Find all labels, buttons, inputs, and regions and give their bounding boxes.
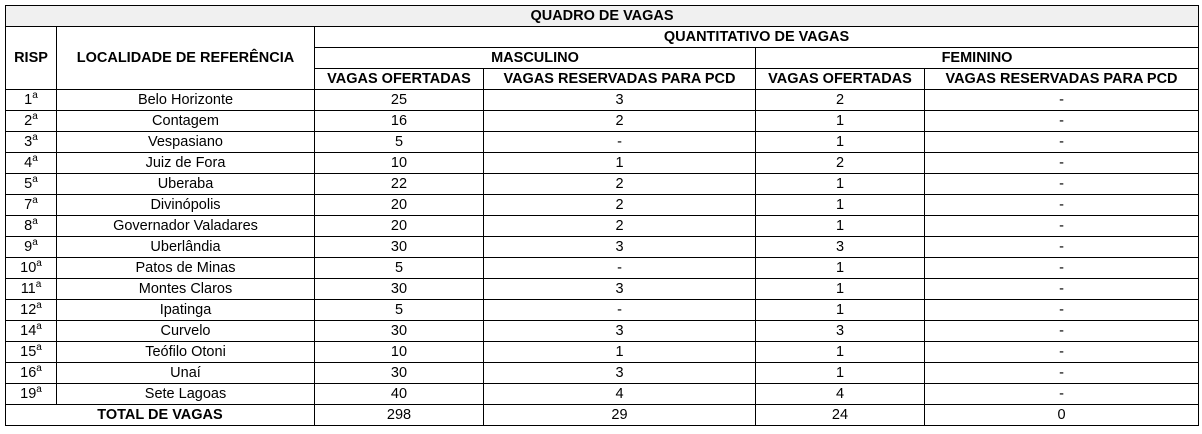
ofertadas-feminino-cell: 1 [756, 279, 925, 300]
risp-cell [6, 279, 57, 300]
risp-cell [6, 132, 57, 153]
risp-cell [6, 384, 57, 405]
ofertadas-feminino-cell: 1 [756, 342, 925, 363]
table-row [6, 363, 1199, 384]
ofertadas-feminino-cell: 1 [756, 195, 925, 216]
risp-ordinal: a [35, 279, 42, 291]
risp-cell [6, 363, 57, 384]
risp-cell [6, 321, 57, 342]
risp-number: 1 [24, 92, 33, 108]
header-ofertadas-feminino: VAGAS OFERTADAS [756, 69, 925, 90]
risp-ordinal: a [32, 216, 38, 228]
ofertadas-feminino-cell: 2 [756, 153, 925, 174]
header-feminino: FEMININO [756, 48, 1199, 69]
total-row [6, 405, 1199, 426]
reservadas-masculino-cell: - [484, 258, 756, 279]
total-label: TOTAL DE VAGAS [6, 405, 315, 426]
localidade-cell: Montes Claros [57, 279, 315, 300]
table-row [6, 90, 1199, 111]
reservadas-feminino-cell: - [925, 258, 1199, 279]
risp-ordinal: a [32, 111, 38, 123]
reservadas-masculino-cell: 3 [484, 237, 756, 258]
reservadas-feminino-cell: - [925, 216, 1199, 237]
risp-number: 4 [24, 155, 33, 171]
risp-number: 2 [24, 113, 33, 129]
risp-ordinal: a [36, 258, 42, 270]
risp-number: 10 [20, 260, 37, 276]
localidade-cell: Contagem [57, 111, 315, 132]
localidade-cell: Uberaba [57, 174, 315, 195]
risp-cell [6, 258, 57, 279]
localidade-cell: Ipatinga [57, 300, 315, 321]
table-title: QUADRO DE VAGAS [6, 6, 1199, 27]
table-row [6, 279, 1199, 300]
header-quantitativo: QUANTITATIVO DE VAGAS [315, 27, 1199, 48]
reservadas-feminino-cell: - [925, 363, 1199, 384]
ofertadas-feminino-cell: 3 [756, 321, 925, 342]
total-ofertadas-masculino: 298 [315, 405, 484, 426]
reservadas-masculino-cell: 1 [484, 342, 756, 363]
reservadas-feminino-cell: - [925, 132, 1199, 153]
ofertadas-feminino-cell: 2 [756, 90, 925, 111]
ofertadas-masculino-cell: 20 [315, 195, 484, 216]
localidade-cell: Juiz de Fora [57, 153, 315, 174]
header-ofertadas-masculino: VAGAS OFERTADAS [315, 69, 484, 90]
reservadas-feminino-cell: - [925, 237, 1199, 258]
reservadas-feminino-cell: - [925, 300, 1199, 321]
reservadas-masculino-cell: 3 [484, 279, 756, 300]
localidade-cell: Teófilo Otoni [57, 342, 315, 363]
table-body [6, 90, 1199, 405]
ofertadas-masculino-cell: 40 [315, 384, 484, 405]
reservadas-masculino-cell: - [484, 132, 756, 153]
risp-cell [6, 237, 57, 258]
risp-number: 3 [24, 134, 33, 150]
risp-ordinal: a [36, 300, 42, 312]
ofertadas-masculino-cell: 30 [315, 279, 484, 300]
reservadas-masculino-cell: 3 [484, 363, 756, 384]
table-row [6, 216, 1199, 237]
table-row [6, 384, 1199, 405]
ofertadas-feminino-cell: 3 [756, 237, 925, 258]
risp-number: 15 [20, 344, 37, 360]
header-risp: RISP [6, 27, 57, 90]
risp-cell [6, 90, 57, 111]
risp-cell [6, 216, 57, 237]
localidade-cell: Patos de Minas [57, 258, 315, 279]
reservadas-masculino-cell: 3 [484, 321, 756, 342]
ofertadas-feminino-cell: 1 [756, 258, 925, 279]
table-row [6, 111, 1199, 132]
reservadas-masculino-cell: - [484, 300, 756, 321]
ofertadas-masculino-cell: 20 [315, 216, 484, 237]
risp-ordinal: a [32, 237, 38, 249]
ofertadas-feminino-cell: 1 [756, 132, 925, 153]
risp-number: 7 [24, 197, 33, 213]
reservadas-feminino-cell: - [925, 321, 1199, 342]
total-reservadas-masculino: 29 [484, 405, 756, 426]
risp-ordinal: a [36, 342, 42, 354]
ofertadas-masculino-cell: 22 [315, 174, 484, 195]
ofertadas-feminino-cell: 1 [756, 363, 925, 384]
ofertadas-masculino-cell: 5 [315, 132, 484, 153]
reservadas-feminino-cell: - [925, 384, 1199, 405]
risp-number: 11 [20, 281, 36, 297]
reservadas-feminino-cell: - [925, 90, 1199, 111]
risp-cell [6, 300, 57, 321]
ofertadas-feminino-cell: 1 [756, 300, 925, 321]
ofertadas-masculino-cell: 10 [315, 342, 484, 363]
risp-cell [6, 111, 57, 132]
reservadas-feminino-cell: - [925, 195, 1199, 216]
reservadas-feminino-cell: - [925, 279, 1199, 300]
header-reservadas-masculino: VAGAS RESERVADAS PARA PCD [484, 69, 756, 90]
vagas-table [5, 5, 1199, 426]
ofertadas-feminino-cell: 1 [756, 216, 925, 237]
vagas-document [5, 5, 1199, 426]
total-ofertadas-feminino: 24 [756, 405, 925, 426]
reservadas-feminino-cell: - [925, 153, 1199, 174]
table-row [6, 237, 1199, 258]
ofertadas-masculino-cell: 30 [315, 237, 484, 258]
table-row [6, 342, 1199, 363]
ofertadas-masculino-cell: 10 [315, 153, 484, 174]
risp-number: 19 [20, 386, 37, 402]
localidade-cell: Vespasiano [57, 132, 315, 153]
reservadas-feminino-cell: - [925, 111, 1199, 132]
risp-ordinal: a [32, 153, 38, 165]
risp-number: 14 [20, 323, 37, 339]
reservadas-masculino-cell: 2 [484, 195, 756, 216]
table-row [6, 300, 1199, 321]
header-localidade: LOCALIDADE DE REFERÊNCIA [57, 27, 315, 90]
risp-number: 8 [24, 218, 33, 234]
ofertadas-feminino-cell: 1 [756, 174, 925, 195]
ofertadas-masculino-cell: 30 [315, 321, 484, 342]
risp-ordinal: a [36, 321, 42, 333]
table-row [6, 195, 1199, 216]
risp-ordinal: a [36, 363, 42, 375]
localidade-cell: Unaí [57, 363, 315, 384]
ofertadas-masculino-cell: 25 [315, 90, 484, 111]
reservadas-masculino-cell: 4 [484, 384, 756, 405]
table-row [6, 321, 1199, 342]
ofertadas-masculino-cell: 5 [315, 258, 484, 279]
risp-cell [6, 342, 57, 363]
risp-cell [6, 195, 57, 216]
reservadas-masculino-cell: 2 [484, 174, 756, 195]
risp-ordinal: a [32, 174, 38, 186]
localidade-cell: Divinópolis [57, 195, 315, 216]
table-row [6, 132, 1199, 153]
risp-ordinal: a [32, 132, 38, 144]
risp-cell [6, 174, 57, 195]
table-row [6, 174, 1199, 195]
reservadas-feminino-cell: - [925, 174, 1199, 195]
localidade-cell: Governador Valadares [57, 216, 315, 237]
reservadas-masculino-cell: 3 [484, 90, 756, 111]
localidade-cell: Uberlândia [57, 237, 315, 258]
risp-number: 9 [24, 239, 33, 255]
table-row [6, 258, 1199, 279]
ofertadas-masculino-cell: 30 [315, 363, 484, 384]
localidade-cell: Sete Lagoas [57, 384, 315, 405]
risp-ordinal: a [36, 384, 42, 396]
header-reservadas-feminino: VAGAS RESERVADAS PARA PCD [925, 69, 1199, 90]
localidade-cell: Belo Horizonte [57, 90, 315, 111]
risp-ordinal: a [32, 90, 38, 102]
reservadas-masculino-cell: 1 [484, 153, 756, 174]
risp-number: 5 [24, 176, 33, 192]
reservadas-feminino-cell: - [925, 342, 1199, 363]
ofertadas-feminino-cell: 1 [756, 111, 925, 132]
reservadas-masculino-cell: 2 [484, 111, 756, 132]
risp-ordinal: a [32, 195, 38, 207]
ofertadas-masculino-cell: 16 [315, 111, 484, 132]
ofertadas-masculino-cell: 5 [315, 300, 484, 321]
ofertadas-feminino-cell: 4 [756, 384, 925, 405]
header-masculino: MASCULINO [315, 48, 756, 69]
risp-number: 16 [20, 365, 37, 381]
localidade-cell: Curvelo [57, 321, 315, 342]
risp-number: 12 [20, 302, 37, 318]
risp-cell [6, 153, 57, 174]
table-row [6, 153, 1199, 174]
reservadas-masculino-cell: 2 [484, 216, 756, 237]
total-reservadas-feminino: 0 [925, 405, 1199, 426]
